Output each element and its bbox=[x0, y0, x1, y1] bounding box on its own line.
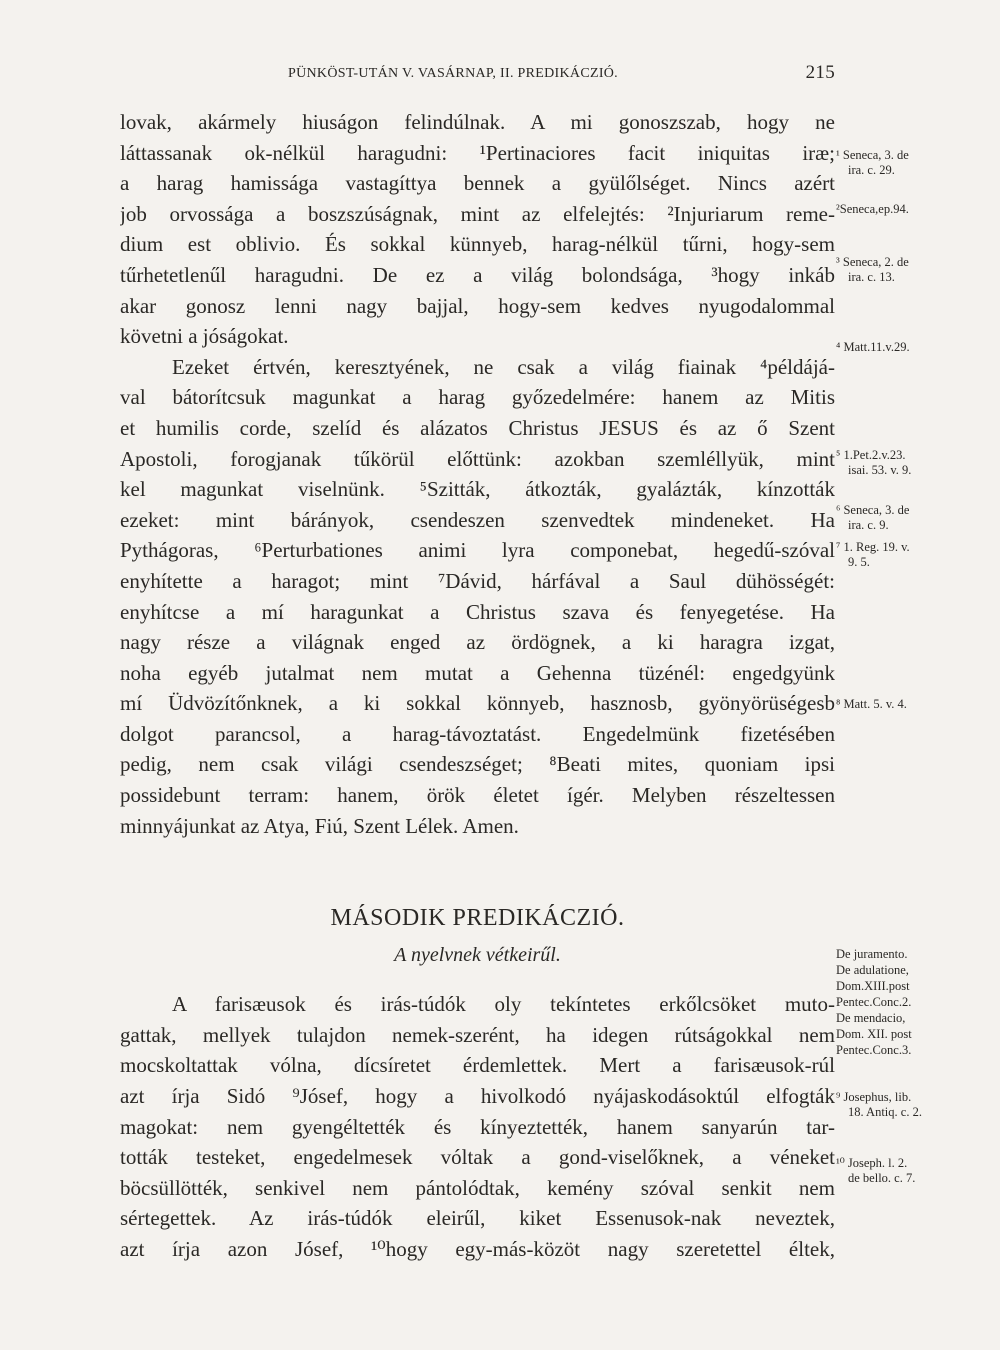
text-line: ezeket: mint bárányok, csendeszen szenvedtek mindeneket. Ha bbox=[120, 507, 835, 532]
margin-note-line: De juramento. bbox=[836, 947, 908, 961]
margin-note-line: Dom. XII. post bbox=[836, 1027, 912, 1041]
text-line: A farisæusok és irás-túdók oly tekíntetes erkőlcsöket muto- bbox=[172, 992, 835, 1017]
text-line: azt írja Sidó ⁹Jósef, hogy a hivolkodó nyájaskodásoktúl elfogták bbox=[120, 1084, 835, 1109]
text-line: job orvossága a boszszúságnak, mint az elfelejtés: ²Injuriarum reme- bbox=[120, 201, 835, 226]
text-line: azt írja azon Jósef, ¹⁰hogy egy-más-közöt nagy szeretettel éltek, bbox=[120, 1237, 835, 1261]
margin-note bbox=[836, 255, 996, 285]
text-line: lovak, akármely hiuságon felindúlnak. A mi gonoszszab, hogy ne bbox=[120, 110, 835, 134]
section-subtitle: A nyelvnek vétkeirűl. bbox=[394, 944, 561, 967]
text-line: gattak, mellyek tulajdon nemek-szerént, ha idegen rútságokkal nem bbox=[120, 1022, 835, 1047]
text-line: akar gonosz lenni nagy bajjal, hogy-sem kedves nyugodalommal bbox=[120, 293, 835, 318]
margin-note-line: ira. c. 9. bbox=[848, 518, 889, 532]
text-line: mocskoltattak vólna, dícsíretet érdemlettek. Mert a farisæusok-rúl bbox=[120, 1053, 835, 1078]
text-line: Pythágoras, ⁶Perturbationes animi lyra componebat, hegedű-szóval bbox=[120, 538, 835, 563]
spacer bbox=[120, 841, 835, 901]
running-title: PÜNKÖST-UTÁN V. VASÁRNAP, II. PREDIKÁCZIÓ. bbox=[288, 66, 618, 81]
text-line: possidebunt terram: hanem, örök életet ígér. Melyben részeltessen bbox=[120, 783, 835, 808]
margin-note bbox=[836, 1156, 996, 1186]
margin-note bbox=[836, 503, 996, 533]
margin-note-line: 18. Antiq. c. 2. bbox=[848, 1105, 922, 1119]
body-text bbox=[120, 107, 835, 1265]
margin-note-line: ira. c. 13. bbox=[848, 270, 895, 284]
text-line: pedig, nem csak világi csendeszséget; ⁸Beati mites, quoniam ipsi bbox=[120, 752, 835, 777]
margin-note-line: Pentec.Conc.2. bbox=[836, 995, 912, 1009]
text-line: tották testeket, engedelmesek vóltak a gond-viselőknek, a véneket bbox=[120, 1145, 835, 1170]
margin-note-line: De adulatione, bbox=[836, 963, 909, 977]
margin-note-line: de bello. c. 7. bbox=[848, 1171, 916, 1185]
margin-note bbox=[836, 540, 996, 570]
margin-note bbox=[836, 148, 996, 178]
text-line: val bátorítcsuk magunkat a harag győzedelmére: hanem az Mitis bbox=[120, 385, 835, 410]
margin-note-line: isai. 53. v. 9. bbox=[848, 463, 912, 477]
text-line: Ezeket értvén, keresztyének, ne csak a világ fiainak ⁴példájá- bbox=[172, 354, 835, 379]
text-line: láttassanak ok-nélkül haragudni: ¹Pertinaciores facit iniquitas iræ; bbox=[120, 140, 835, 165]
text-line: követni a jóságokat. bbox=[120, 324, 289, 349]
section-title: MÁSODIK PREDIKÁCZIÓ. bbox=[330, 905, 625, 932]
margin-note-line: ⁸ Matt. 5. v. 4. bbox=[836, 697, 907, 711]
text-line: kel magunkat viselnünk. ⁵Szitták, átkozták, gyalázták, kínzották bbox=[120, 477, 835, 502]
margin-note-line: ³ Seneca, 2. de bbox=[836, 255, 909, 269]
text-line: sértegettek. Az irás-túdók eleirűl, kiket Essenusok-nak neveztek, bbox=[120, 1206, 835, 1231]
text-line: tűrhetetlenűl haragudni. De ez a világ bolondsága, ³hogy inkáb bbox=[120, 262, 835, 287]
margin-note-line: 9. 5. bbox=[848, 555, 870, 569]
spacer bbox=[120, 979, 835, 989]
text-line: magokat: nem gyengéltették és kínyeztették, hanem sanyarún tar- bbox=[120, 1114, 835, 1139]
text-line: a harag hamissága vastagíttya bennek a gyülőlséget. Nincs azért bbox=[120, 171, 835, 196]
text-line: böcsüllötték, senkivel nem pántolódtak, kemény szóval senkit nem bbox=[120, 1175, 835, 1200]
text-line: enyhítette a haragot; mint ⁷Dávid, hárfával a Saul dühösségét: bbox=[120, 568, 835, 593]
text-line: minnyájunkat az Atya, Fiú, Szent Lélek. Amen. bbox=[120, 813, 519, 838]
margin-note bbox=[836, 697, 996, 712]
text-line: et humilis corde, szelíd és alázatos Christus JESUS és az ő Szent bbox=[120, 415, 835, 440]
margin-note bbox=[836, 340, 996, 355]
text-line: noha egyéb jutalmat nem mutat a Gehenna tüzénél: engedgyünk bbox=[120, 660, 835, 685]
margin-note-line: ⁹ Josephus, lib. bbox=[836, 1090, 912, 1104]
text-line: enyhítcse a mí haragunkat a Christus szava és fenyegetése. Ha bbox=[120, 599, 835, 624]
margin-note-line: ¹ Seneca, 3. de bbox=[836, 148, 909, 162]
text-line: dolgot parancsol, a harag-távoztatást. Engedelmünk fizetésében bbox=[120, 721, 835, 746]
running-header bbox=[120, 62, 835, 86]
margin-note-line: Pentec.Conc.3. bbox=[836, 1043, 912, 1057]
margin-note-line: ira. c. 29. bbox=[848, 163, 895, 177]
margin-note bbox=[836, 946, 996, 1058]
margin-note bbox=[836, 202, 996, 217]
margin-note-line: ⁵ 1.Pet.2.v.23. bbox=[836, 448, 906, 462]
margin-note-line: ⁴ Matt.11.v.29. bbox=[836, 340, 910, 354]
margin-note-line: ⁶ Seneca, 3. de bbox=[836, 503, 910, 517]
margin-note-line: ⁷ 1. Reg. 19. v. bbox=[836, 540, 910, 554]
margin-note bbox=[836, 448, 996, 478]
text-line: dium est oblivio. És sokkal künnyeb, harag-nélkül tűrni, hogy-sem bbox=[120, 232, 835, 257]
text-line: nagy része a világnak enged az ördögnek, a ki haragra izgat, bbox=[120, 630, 835, 655]
margin-note-line: De mendacio, bbox=[836, 1011, 906, 1025]
page-number: 215 bbox=[805, 62, 835, 83]
text-line: Apostoli, forogjanak tűkörül előttünk: azokban szemléllyük, mint bbox=[120, 446, 835, 471]
text-line: mí Üdvözítőnknek, a ki sokkal könnyeb, hasznosb, gyönyörüségesb bbox=[120, 691, 835, 716]
margin-note-line: ²Seneca,ep.94. bbox=[836, 202, 909, 216]
margin-note-line: ¹⁰ Joseph. l. 2. bbox=[836, 1156, 908, 1170]
margin-note bbox=[836, 1090, 996, 1120]
margin-note-line: Dom.XIII.post bbox=[836, 979, 910, 993]
